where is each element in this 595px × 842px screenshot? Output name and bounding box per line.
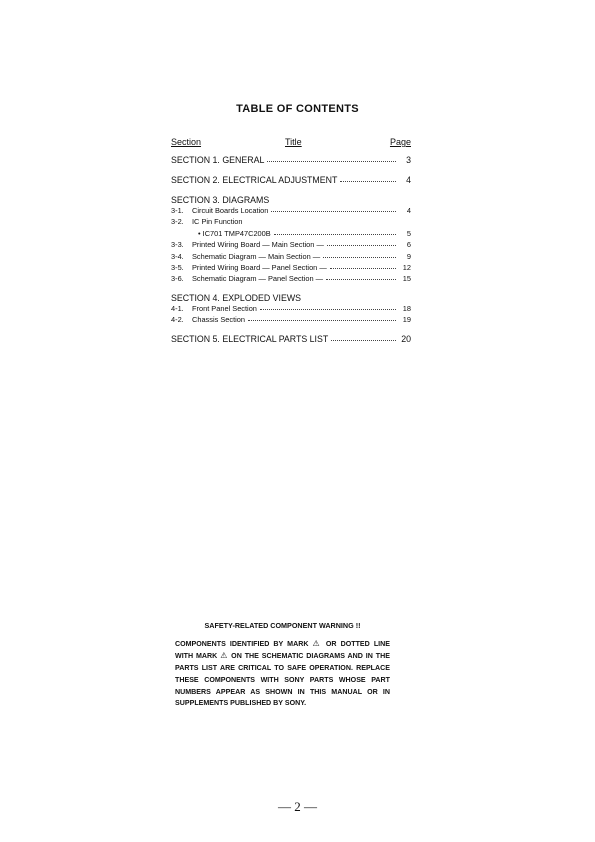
leader-dots — [340, 181, 396, 182]
toc-section-row — [171, 334, 411, 344]
toc-section-row — [171, 175, 411, 185]
item-number: 3-1. — [171, 206, 184, 215]
toc-item-row — [171, 228, 411, 239]
header-title: Title — [285, 137, 302, 147]
leader-dots — [331, 340, 396, 341]
warning-title: SAFETY-RELATED COMPONENT WARNING !! — [204, 621, 361, 630]
leader-dots — [330, 268, 396, 269]
warning-text-3: ON THE SCHEMATIC DIAGRAMS AND IN THE PARTS LIST ARE CRITICAL TO SAFE OPERATION. REPLACE THESE COMPONENTS WITH SONY PARTS WHOSE PART NUMBERS APPEAR AS SHOWN IN THIS MANUAL OR IN SUPPLEMENTS PUBLISHED BY SONY. — [175, 652, 390, 708]
leader-dots — [248, 320, 396, 321]
item-text: IC Pin Function — [192, 217, 243, 227]
page-number: — 2 — — [278, 799, 317, 814]
section-label: SECTION 2. ELECTRICAL ADJUSTMENT — [171, 175, 338, 185]
section-label: SECTION 4. EXPLODED VIEWS — [171, 292, 302, 303]
warning-body — [175, 638, 390, 710]
header-page: Page — [389, 137, 411, 147]
leader-dots — [271, 211, 396, 212]
toc-item-row — [171, 251, 411, 262]
item-page: 6 — [406, 240, 411, 250]
leader-dots — [267, 161, 396, 162]
toc-body — [171, 155, 411, 344]
leader-dots — [323, 257, 396, 258]
item-page: 4 — [406, 206, 411, 215]
header-section: Section — [171, 137, 202, 147]
item-text: Printed Wiring Board — Panel Section — — [192, 263, 327, 273]
leader-dots — [260, 309, 396, 310]
warning-triangle-icon: ⚠ — [220, 651, 229, 661]
section-page: 20 — [401, 333, 411, 344]
section-label: SECTION 1. GENERAL — [171, 155, 265, 165]
item-text: Front Panel Section — [192, 303, 257, 313]
leader-dots — [327, 245, 396, 246]
item-text: Chassis Section — [192, 315, 245, 325]
section-page: 4 — [406, 175, 411, 185]
item-text: Schematic Diagram — Panel Section — — [192, 274, 324, 284]
item-page: 9 — [406, 251, 411, 261]
item-number: 3-6. — [171, 274, 184, 284]
toc-section-row — [171, 155, 411, 165]
section-label: SECTION 5. ELECTRICAL PARTS LIST — [171, 333, 329, 344]
item-number: 3-5. — [171, 263, 184, 273]
warning-triangle-icon: ⚠ — [312, 638, 322, 648]
item-text: Circuit Boards Location — [192, 206, 269, 215]
section-label: SECTION 3. DIAGRAMS — [171, 195, 270, 205]
warning-text-2: OR DOTTED LINE WITH MARK — [175, 639, 391, 661]
item-page: 19 — [402, 315, 411, 325]
toc-item-row — [171, 314, 411, 325]
toc-item-row — [171, 303, 411, 314]
toc-item-row — [171, 216, 411, 227]
toc-item-row — [171, 239, 411, 250]
item-page: 5 — [406, 228, 411, 238]
toc-item-row — [171, 262, 411, 273]
leader-dots — [326, 279, 396, 280]
item-text: • IC701 TMP47C200B — [198, 228, 271, 238]
toc-item-row — [171, 205, 411, 216]
item-page: 18 — [402, 303, 411, 313]
warning-text-1: COMPONENTS IDENTIFIED BY MARK — [175, 639, 309, 648]
toc-item-row — [171, 273, 411, 284]
toc-header — [171, 137, 411, 151]
section-page: 3 — [406, 155, 411, 165]
item-text: Schematic Diagram — Main Section — — [192, 251, 321, 261]
item-page: 15 — [402, 274, 411, 284]
item-number: 3-4. — [171, 251, 184, 261]
leader-dots — [274, 234, 396, 235]
safety-warning — [175, 620, 390, 710]
item-page: 12 — [402, 263, 411, 273]
toc-title: TABLE OF CONTENTS — [236, 103, 359, 115]
item-number: 4-1. — [171, 303, 184, 313]
item-number: 3-2. — [171, 217, 184, 227]
toc-section-row — [171, 195, 411, 205]
toc-section-row — [171, 293, 411, 303]
item-number: 3-3. — [171, 240, 184, 250]
item-text: Printed Wiring Board — Main Section — — [192, 240, 324, 250]
item-number: 4-2. — [171, 315, 184, 325]
table-of-contents — [171, 137, 411, 344]
